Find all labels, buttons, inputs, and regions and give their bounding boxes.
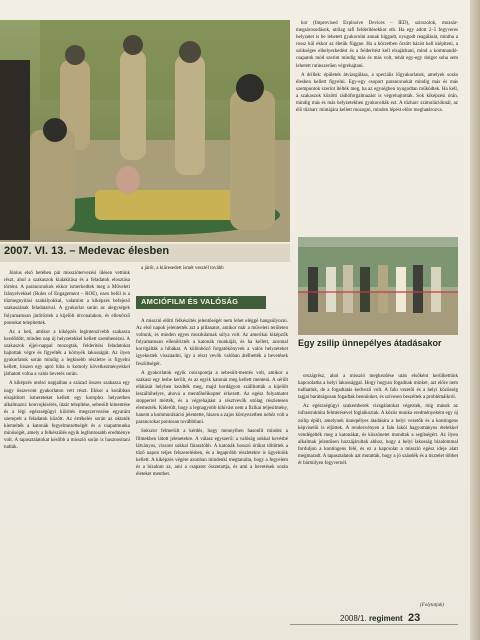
- page-edge: [470, 0, 480, 640]
- paragraph: kor (Improvised Explosive Devices – IED), szirszolok, mozsár- megsárosodások, utólag rafi felderítésekkor stb. Ha egy adott 2–5 fegyveres helyzetet is be lehetett gyakorolni annak higgadt, nyugodt reagálását, mintha a rossz kül ekkor az életük függne. Ha a körzetben őrzött bázist kell kiépíteni, a szükséges elhelyezkedést és a felderítést kell elsajátítani, mind a kommandó-csapatok mód szerint mindig más és más volt, tehát egy-egy dolgot soha sem lehetett rutinszerűen végrehajtani.: [296, 21, 458, 69]
- paragraph: Az egészségügyi szakemberek vizsgálatokat végeztek, míg mások az infrastruktúra felmérésével foglalkoztak. A közös munka eredményeként egy új zsilip épült, amelynek ünnepélyes átadására a helyi vezetők és a kontingens képviselői is eljöttek. A rendezvényen a falu lakói hagyományos ételekkel vendégelték meg a katonákat, és köszönetet mondtak a segítségért. Az ilyen alkalmak jelentősen hozzájárultak ahhoz, hogy a helyi lakosság bizalommal forduljon a kontingens felé, és ez a kapcsolat a misszió egész ideje alatt megmaradt. A tapasztalatok azt mutatták, hogy a jó szándék és a tisztelet többet ér bármilyen fegyvernél.: [298, 404, 458, 467]
- footer-rule: [290, 624, 458, 625]
- section-subheading: [136, 296, 266, 309]
- paragraph: országrész, ahol a misszió megkezdése után elsőként kerülhettünk kapcsolatba a helyi lakossággal. Hogy hogyan fogadnak minket, azt előre nem tudhattuk, de a fogadtatás kedvező volt. A falu vezetői és a helyi közösség tagjai barátságosan fogadtak bennünket, és szívesen beszéltek a problémáikról.: [298, 374, 458, 401]
- paragraph: Június első hetében pár missziótervezési ülésen vettünk részt, ahol a szakaszok kialakítása és a feladatok elosztása történt. A parancsnokok ekkor ismerkedtek meg a Műveleti Irányelvekkel (Rules of Engagement – ROE), ezen belül is a tűzmegnyitási szabályokkal, valamint a kiképzés befejező szakaszának feladataival. A gyakorlat során az alegységek folyamatosan járőröztek a kijelölt útvonalakon, és ellenőrző pontokat telepítettek.: [4, 271, 130, 326]
- magazine-name: regiment: [368, 614, 403, 623]
- paragraph: Sokszor felmerült a kérdés, hogy mennyiben hasonlít mindez a filmekben látott jelenetekre. A válasz egyszerű: a valóság sokkal kevésbé látványos, viszont sokkal fárasztóbb. A katonák hosszú órákat töltöttek a tűző napon teljes felszerelésben, és a legapróbb részletekre is ügyelniük kellett. A kiképzés végére azonban mindenki megtanulta, hogy a fegyelem és a bizalom az, ami a csapatot összetartja, és ami a bevetések során életeket menthet.: [136, 429, 288, 477]
- main-photo: [0, 20, 290, 242]
- article-column-right-bottom: [298, 373, 458, 599]
- issue-number: 2008/1.: [340, 614, 367, 623]
- photo-caption-text: 2007. VI. 13. – Medevac élesben: [4, 245, 170, 257]
- second-photo-caption: [298, 338, 458, 368]
- article-column-left: [4, 270, 130, 615]
- paragraph: a járőr, a kiüresedett ismét vesztél tovább: [141, 266, 224, 271]
- paragraph: A kiképzés utolsó napjaiban a század összes szakasza egy nagy összevont gyakorlaton vett részt. Ekkor a korábban elsajátított ismereteket kellett egy komplex helyzetben alkalmazni: konvojkísérés, útzár telepítése, sebesült kimentése és a légi egészségügyi kiürítés megszervezése egyaránt szerepelt a feladatok között. Az értékelés során az oktatók kiemelték a katonák fegyelmezettségét és a csapatmunka minőségét, amely a felkészülés egyik legfontosabb eredménye volt. A tapasztalatokat később a misszió során is hasznosítani tudták.: [4, 381, 130, 451]
- paragraph: Az a heti, amikor a kiképzés legintenzívebb szakasza kezdődött, minden nap új helyzetekkel kellett szembenézni. A szakaszok éjjel-nappal mozogtak, felderítési feladatokat hajtottak végre és figyelték a környék lakosságát. Az ilyen gyakorlatok során mindig a legkisebb részletre is figyelni kellett, hiszen egy apró hiba is komoly következményekkel járhatott volna a valós bevetés során.: [4, 329, 130, 378]
- second-photo: [298, 237, 458, 335]
- paragraph: A gyakorlatok egyik csúcspontja a sebesült-mentés volt, amikor a szakasz egy lesbe került, és az egyik katonát meg kellett menteni. A sérült ellátását helyben kezdték meg, majd hordágyon szállították a kijelölt leszállóhelyre, ahová a mentőhelikopter érkezett. Az egész folyamatot stopperrel mérték, és a végrehajtást a résztvevők utólag részletesen elemezték. Kiderült, hogy a legnagyobb kihívást nem a fizikai teljesítmény, hanem a kommunikáció jelentette, hiszen a zajos környezetben nehéz volt a parancsokat pontosan továbbítani.: [136, 370, 288, 426]
- second-photo-caption-text: Egy zsilip ünnepélyes átadásakor: [298, 338, 442, 348]
- article-signature: (Folytatjuk): [420, 603, 444, 608]
- photo-caption: [0, 244, 290, 262]
- page-footer: [340, 612, 420, 624]
- paragraph: A misszió előtti felkészítés jelentőségét nem lehet eléggé hangsúlyozni. Az első napok jelentették azt a pillanatot, amikor már a műveleti területen voltunk, és minden egyes mozdulatnak súlya volt. Az amerikai kiképzők folyamatosan ellenőrizték a katonák munkáját, és ha kellett, azonnal korrigálták a hibákat. A különböző forgatókönyvek a valós helyzeteket igyekeztek visszaadni, így a részt vevők valóban átélhették a bevetések feszültségét.: [136, 319, 288, 367]
- article-column-mid: [136, 318, 288, 613]
- section-subheading-text: AMCIÓFILM ÉS VALÓSÁG: [141, 297, 239, 306]
- paragraph: A drillek: épületek átvizsgálása, a speciális lőgyakorlatok, amelyek során élesben kellett figyelni. Egy-egy csoport parancsnokát mindig más és más szempontok szerint ítélték meg, ha az egységben nyugodtan működtek. Ha kell, a szakaszok közötti rádióforgalmazást is végrehajtották. Sok kiképzési órán, mindig más és más helyzetekben gyakorolták ezt. A tűzharc szimulációknál, az élő tűzharc mintájára kellett mozogni, minden lépést előre meghatározva.: [296, 72, 458, 114]
- page-number: 23: [407, 612, 421, 624]
- article-column-mid-top: [136, 265, 288, 275]
- article-column-right-top: [296, 20, 458, 233]
